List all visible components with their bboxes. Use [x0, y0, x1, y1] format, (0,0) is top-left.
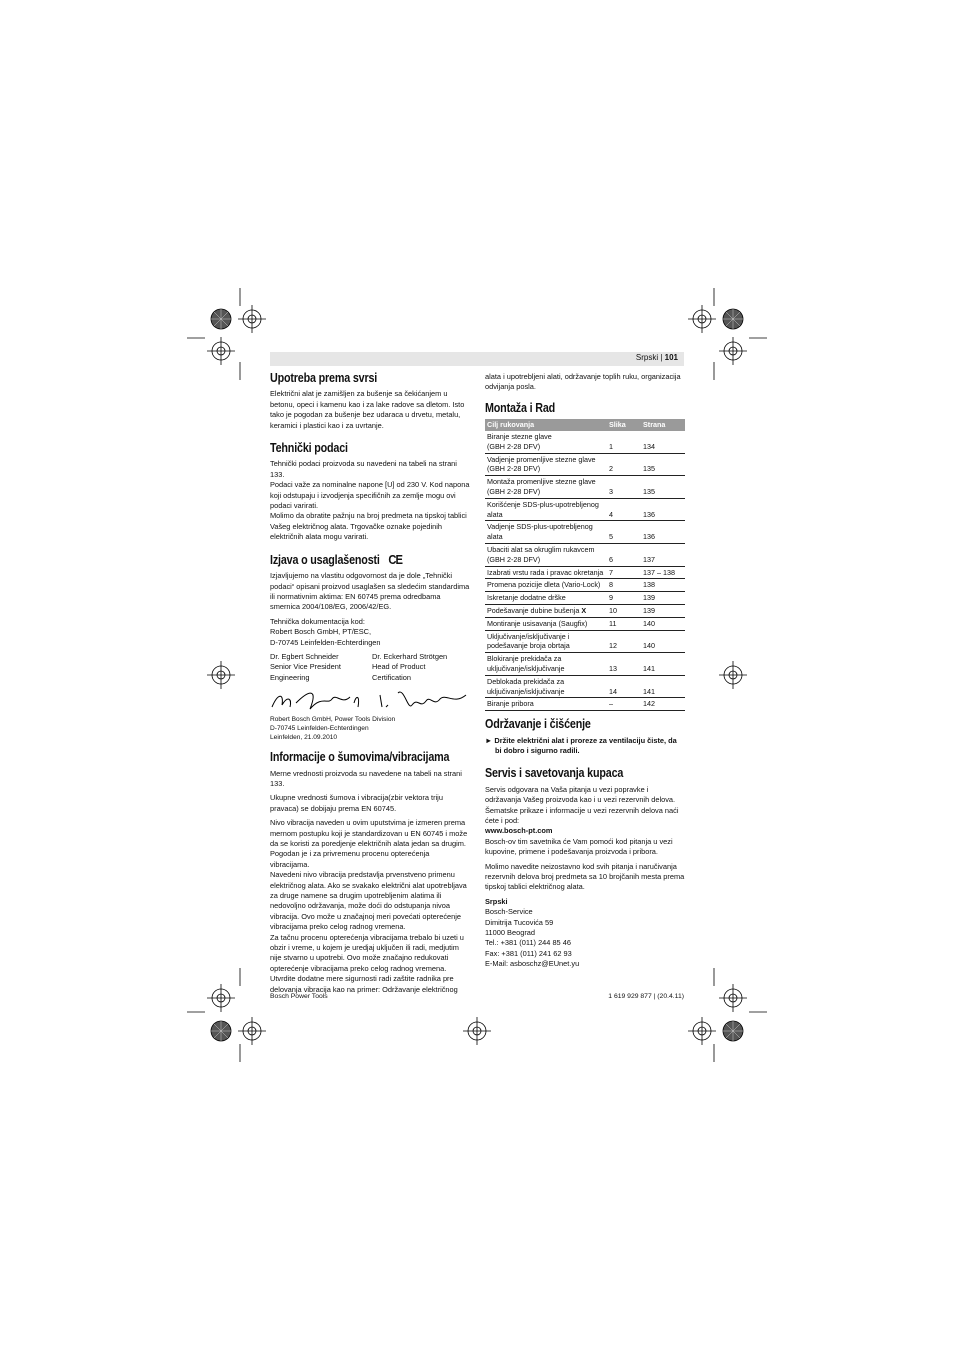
heading-conformity: Izjava o usaglašenosti CE: [270, 551, 403, 567]
left-column: [270, 373, 470, 999]
table-cell: 137: [641, 543, 685, 566]
doc-line: Robert Bosch GmbH, PT/ESC,: [270, 627, 372, 637]
table-row: [485, 630, 685, 653]
paragraph: Merne vrednosti proizvoda su navedene na tabeli na strani 133.: [270, 768, 462, 788]
table-cell: Iskretanje dodatne drške: [485, 592, 607, 605]
paragraph: alata i upotrebljeni alati, održavanje toplih ruku, organizacija odvijanja posla.: [485, 372, 681, 392]
service-address: Dimitrija Tucovića 59: [485, 917, 554, 927]
service-link[interactable]: www.bosch-pt.com: [485, 826, 553, 836]
table-cell: 140: [641, 630, 685, 653]
signatories: [270, 652, 470, 683]
table-row: [485, 431, 685, 453]
table-row: [485, 592, 685, 605]
doc-line: D-70745 Leinfelden-Echterdingen: [270, 637, 381, 647]
ce-mark-icon: CE: [388, 551, 403, 567]
paragraph: Molimo navedite neizostavno kod svih pitanja i naručivanja rezervnih delova broj predmeta sa 10 brojčanih mesta prema tipskoj tablici električnog alata.: [485, 861, 685, 892]
table-cell: 136: [641, 521, 685, 544]
table-cell: 141: [641, 653, 685, 676]
table-cell: 5: [607, 521, 641, 544]
table-cell: 2: [607, 453, 641, 476]
table-cell: Podešavanje dubine bušenja X: [485, 604, 607, 617]
table-cell: 140: [641, 617, 685, 630]
table-cell: 14: [607, 675, 641, 698]
table-cell: 9: [607, 592, 641, 605]
table-cell: 7: [607, 566, 641, 579]
paragraph: Nivo vibracija naveden u ovim uputstvima je izmeren prema mernom postupku koji je standardizovan u EN 60745 i može da se koristi za poredjenje električnih alata jedan sa drugim. Pogodan je i za privremenu procenu opterećenja vibracijama.: [270, 818, 468, 869]
address-line: Robert Bosch GmbH, Power Tools Division: [270, 716, 396, 724]
table-cell: Blokiranje prekidača za uključivanje/isključivanje: [485, 653, 607, 676]
address-line: D-70745 Leinfelden-Echterdingen: [270, 725, 369, 733]
table-cell: 6: [607, 543, 641, 566]
table-cell: Promena pozicije dleta (Vario-Lock): [485, 579, 607, 592]
table-cell: 12: [607, 630, 641, 653]
paragraph: Električni alat je zamišljen za bušenje sa čekićanjem u betonu, opeci i kamenu kao i za lake radove sa dletom. Isto tako je pogodan za bušenje bez udaraca u drvetu, metalu, keramici i plastici kao i za uvrtanje.: [270, 389, 465, 430]
service-address: Fax: +381 (011) 241 62 93: [485, 948, 572, 958]
table-cell: Montiranje usisavanja (Saugfix): [485, 617, 607, 630]
table-cell: 142: [641, 698, 685, 711]
table-row: [485, 698, 685, 711]
table-row: [485, 653, 685, 676]
table-cell: –: [607, 698, 641, 711]
table-header-row: [485, 419, 685, 431]
column-header: Cilj rukovanja: [485, 419, 607, 431]
paragraph: Bosch-ov tim savetnika će Vam pomoći kod pitanja u vezi kupovine, primene i podešavanja proizvoda i pribora.: [485, 836, 673, 857]
table-cell: 137 – 138: [641, 566, 685, 579]
paragraph: Servis odgovara na Vaša pitanja u vezi popravke i održavanja Vašeg proizvoda kao i u vezi rezervnih delova. Šematske prikaze i informacije u vezi rezervnih delova naći ćete i pod: www.bosch-pt.com: [485, 784, 679, 836]
service-address: Tel.: +381 (011) 244 85 46: [485, 938, 571, 948]
table-cell: 134: [641, 431, 685, 453]
heading-technical-data: Tehnički podaci: [270, 441, 348, 456]
heading-maintenance: Održavanje i čišćenje: [485, 717, 591, 732]
signature-image: [270, 685, 470, 715]
paragraph: Izjavljujemo na vlastitu odgovornost da je dole „Tehnički podaci“ opisani proizvod usaglašen sa sledećim standardima ili normativnim aktima: EN 60745 prema odredbama smernica 2004/108/EG, 2006/42/EG.: [270, 571, 470, 612]
table-cell: 138: [641, 579, 685, 592]
signatory-title: Engineering: [270, 672, 310, 682]
doc-line: Tehnička dokumentacija kod:: [270, 616, 365, 626]
table-row: [485, 566, 685, 579]
table-cell: Vadjenje SDS-plus-upotrebljenog alata: [485, 521, 607, 544]
heading-service: Servis i savetovanja kupaca: [485, 766, 624, 781]
heading-noise-vibration: Informacije o šumovima/vibracijama: [270, 750, 450, 765]
table-cell: 11: [607, 617, 641, 630]
table-cell: Uključivanje/isključivanje i podešavanje broja obrtaja: [485, 630, 607, 653]
table-cell: 4: [607, 498, 641, 521]
paragraph: Molimo da obratite pažnju na broj predmeta na tipskoj tablici Vašeg električnog alata. Trgovačke oznake pojedinih električnih alata mogu varirati.: [270, 511, 467, 542]
operation-table: [485, 419, 685, 711]
service-address: 11000 Beograd: [485, 928, 535, 938]
bullet-item: ► Držite električni alat i proreze za ventilaciju čiste, da bi dobro i sigurno radili.: [485, 735, 677, 755]
table-row: [485, 521, 685, 544]
table-cell: 135: [641, 476, 685, 499]
table-cell: Biranje stezne glave (GBH 2-28 DFV): [485, 431, 607, 453]
table-row: [485, 617, 685, 630]
footer-left: Bosch Power Tools: [270, 993, 328, 1000]
table-cell: 1: [607, 431, 641, 453]
page-number: 101: [664, 353, 678, 362]
table-cell: Korišćenje SDS-plus-upotrebljenog alata: [485, 498, 607, 521]
table-cell: Izabrati vrstu rada i pravac okretanja: [485, 566, 607, 579]
right-column: [485, 372, 685, 970]
heading-assembly-operation: Montaža i Rad: [485, 400, 556, 415]
table-cell: 139: [641, 592, 685, 605]
table-row: [485, 498, 685, 521]
table-cell: 136: [641, 498, 685, 521]
table-row: [485, 453, 685, 476]
table-cell: Vadjenje promenljive stezne glave (GBH 2-28 DFV): [485, 453, 607, 476]
table-cell: 13: [607, 653, 641, 676]
table-row: [485, 476, 685, 499]
page-header: Srpski | 101: [270, 352, 684, 366]
signatory-name: Dr. Egbert Schneider: [270, 651, 339, 661]
table-cell: Montaža promenljive stezne glave (GBH 2-28 DFV): [485, 476, 607, 499]
paragraph: Utvrdite dodatne mere sigurnosti radi zaštite radnika pre delovanja vibracija kao na primer: Održavanje električnog: [270, 974, 458, 994]
table-cell: 10: [607, 604, 641, 617]
paragraph: Za tačnu procenu opterećenja vibracijama trebalo bi uzeti u obzir i vreme, u kojem je uredjaj uključen ili radi, medjutim nije stvarno u upotrebi. Ovo može značajno redukovati opterećenje vibracijama preko celog radnog vremena.: [270, 932, 464, 973]
table-cell: Deblokada prekidača za uključivanje/isključivanje: [485, 675, 607, 698]
table-row: [485, 604, 685, 617]
service-address: Bosch-Service: [485, 907, 533, 917]
table-row: [485, 579, 685, 592]
column-header: Strana: [641, 419, 685, 431]
paragraph: Navedeni nivo vibracija predstavlja prvenstveno primenu električnog alata. Ako se svakako električni alat upotrebljava za druge namene sa drugim upotrebljenim alatima ili nedovoljno održavanja, može doći do odstupanja nivoa vibracija. Ovo može u značajnoj meri povećati opterećenje vibracijama preko celog radnog vremena.: [270, 870, 467, 932]
footer-right: 1 619 929 877 | (20.4.11): [608, 993, 684, 1000]
signatory-title: Head of Product: [372, 662, 426, 672]
header-section: Srpski: [635, 353, 659, 362]
signatory-title: Certification: [372, 672, 412, 682]
table-cell: 3: [607, 476, 641, 499]
signatory-title: Senior Vice President: [270, 662, 341, 672]
signatory-name: Dr. Eckerhard Strötgen: [372, 651, 448, 661]
table-cell: Ubaciti alat sa okruglim rukavcem (GBH 2-28 DFV): [485, 543, 607, 566]
heading-intended-use: Upotreba prema svrsi: [270, 371, 378, 385]
table-cell: 8: [607, 579, 641, 592]
paragraph: Podaci važe za nominalne napone [U] od 230 V. Kod napona koji odstupaju i izvodjenja specifičnih za zemlje mogu ovi podaci varirati.: [270, 480, 470, 511]
column-header: Slika: [607, 419, 641, 431]
table-cell: Biranje pribora: [485, 698, 607, 711]
table-cell: 139: [641, 604, 685, 617]
table-row: [485, 543, 685, 566]
table-cell: 135: [641, 453, 685, 476]
paragraph: Ukupne vrednosti šumova i vibracija(zbir vektora triju pravaca) se dobijaju prema EN 60745.: [270, 793, 443, 813]
service-address: E-Mail: asboschz@EUnet.yu: [485, 959, 580, 969]
paragraph: Tehnički podaci proizvoda su navedeni na tabeli na strani 133.: [270, 459, 457, 479]
table-row: [485, 675, 685, 698]
table-cell: 141: [641, 675, 685, 698]
country-label: Srpski: [485, 896, 508, 906]
address-line: Leinfelden, 21.09.2010: [270, 734, 338, 742]
